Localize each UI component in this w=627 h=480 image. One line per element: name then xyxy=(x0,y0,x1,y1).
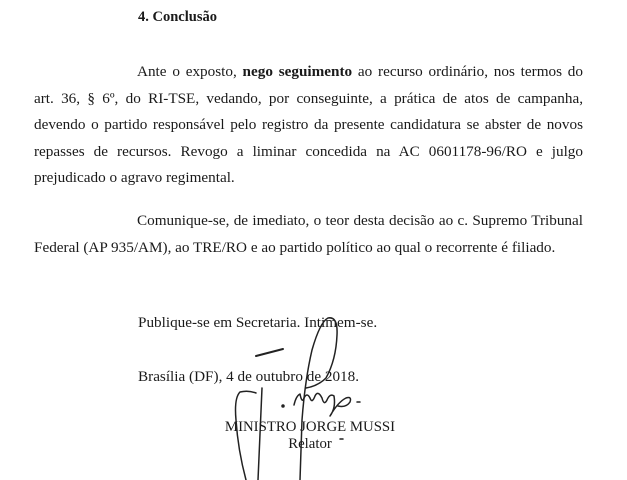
signatory-role: Relator xyxy=(288,436,332,452)
signatory-name: MINISTRO JORGE MUSSI xyxy=(224,419,396,435)
paragraph-text-start: Ante o exposto, xyxy=(137,63,243,80)
bold-decision: nego seguimento xyxy=(242,63,353,80)
conclusion-paragraph xyxy=(34,59,583,192)
publish-order: Publique-se em Secretaria. Intimem-se. xyxy=(138,314,378,331)
paragraph-text-rest: ao recurso ordinário, nos termos do art. 36, § 6º, do RI-TSE, vedando, por conseguinte, a prática de atos de campanha, devendo o partido responsável pelo registro da presente candidatura se abster de novos repasses de recursos. Revogo a liminar concedida na AC 0601178-96/RO e julgo prejudicado o agravo regimental. xyxy=(34,63,583,186)
communication-paragraph: Comunique-se, de imediato, o teor desta decisão ao c. Supremo Tribunal Federal (AP 935/AM), ao TRE/RO e ao partido político ao qual o recorrente é filiado. xyxy=(34,212,583,256)
section-heading: 4. Conclusão xyxy=(138,9,217,25)
place-and-date: Brasília (DF), 4 de outubro de 2018. xyxy=(138,368,360,385)
